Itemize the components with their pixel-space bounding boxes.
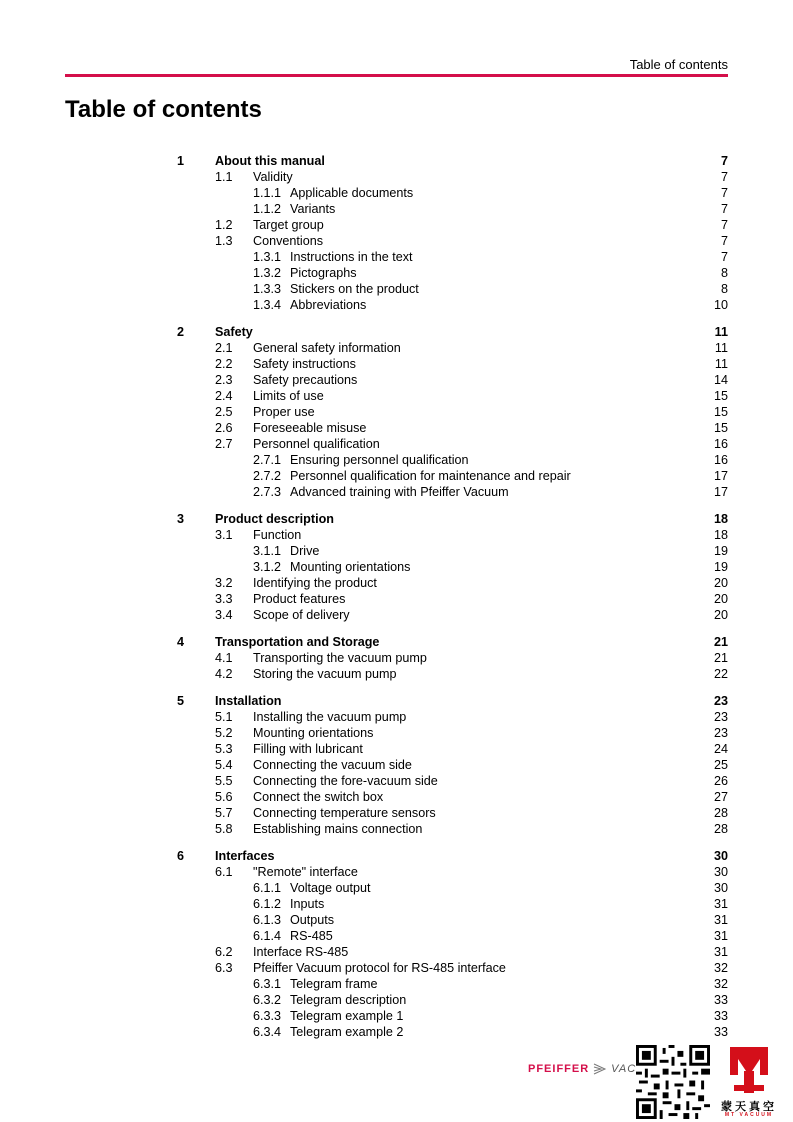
toc-entry-title: Personnel qualification for maintenance and repair [290, 469, 571, 483]
toc-entry-page: 23 [713, 726, 728, 740]
toc-entry-number: 3.1.1 [253, 544, 282, 558]
toc-entry-page: 30 [713, 865, 728, 879]
toc-entry-title: "Remote" interface [253, 865, 358, 879]
toc-entry-title: Transporting the vacuum pump [253, 651, 427, 665]
toc-entry-page: 7 [720, 154, 728, 168]
toc-section-entry[interactable] [177, 773, 728, 789]
page-title: Table of contents [65, 96, 262, 123]
toc-entry-number: 5.6 [215, 790, 233, 804]
toc-entry-title: Transportation and Storage [215, 635, 380, 649]
toc-entry-page: 21 [713, 635, 728, 649]
toc-entry-number: 2.7 [215, 437, 233, 451]
toc-entry-page: 31 [713, 929, 728, 943]
toc-entry-title: Product features [253, 592, 346, 606]
toc-section-entry[interactable] [177, 805, 728, 821]
toc-entry-number: 2.2 [215, 357, 233, 371]
toc-entry-number: 6 [177, 849, 185, 863]
toc-entry-number: 5.5 [215, 774, 233, 788]
vacuum-brand-text: VAC [611, 1063, 637, 1075]
toc-entry-page: 30 [713, 881, 728, 895]
toc-section-entry[interactable] [177, 233, 728, 249]
toc-subsection-entry[interactable] [177, 201, 728, 217]
toc-entry-number: 1.1 [215, 170, 233, 184]
toc-section-entry[interactable] [177, 757, 728, 773]
toc-subsection-entry[interactable] [177, 976, 728, 992]
toc-entry-title: Function [253, 528, 302, 542]
toc-section-entry[interactable] [177, 789, 728, 805]
toc-section-entry[interactable] [177, 741, 728, 757]
toc-section-entry[interactable] [177, 217, 728, 233]
toc-entry-page: 24 [713, 742, 728, 756]
toc-entry-number: 3 [177, 512, 185, 526]
toc-entry-number: 6.1.3 [253, 913, 282, 927]
toc-entry-title: Applicable documents [290, 186, 414, 200]
toc-entry-number: 1.3 [215, 234, 233, 248]
toc-entry-page: 32 [713, 961, 728, 975]
toc-entry-page: 7 [720, 234, 728, 248]
toc-entry-number: 5.2 [215, 726, 233, 740]
toc-subsection-entry[interactable] [177, 484, 728, 500]
toc-entry-title: Installation [215, 694, 282, 708]
toc-subsection-entry[interactable] [177, 912, 728, 928]
toc-entry-page: 33 [713, 1009, 728, 1023]
toc-entry-number: 1.3.2 [253, 266, 282, 280]
toc-entry-title: RS-485 [290, 929, 333, 943]
toc-entry-number: 1.2 [215, 218, 233, 232]
toc-chapter-entry[interactable] [177, 324, 728, 340]
toc-entry-number: 5.8 [215, 822, 233, 836]
toc-entry-title: Filling with lubricant [253, 742, 363, 756]
toc-entry-title: Pictographs [290, 266, 357, 280]
toc-entry-page: 21 [713, 651, 728, 665]
toc-entry-number: 3.4 [215, 608, 233, 622]
toc-entry-number: 4 [177, 635, 185, 649]
toc-entry-title: Establishing mains connection [253, 822, 423, 836]
toc-entry-page: 32 [713, 977, 728, 991]
toc-section-entry[interactable] [177, 666, 728, 682]
toc-entry-title: Advanced training with Pfeiffer Vacuum [290, 485, 509, 499]
toc-entry-page: 7 [720, 202, 728, 216]
table-of-contents [177, 153, 728, 1040]
toc-entry-number: 5 [177, 694, 185, 708]
toc-chapter-entry[interactable] [177, 634, 728, 650]
toc-entry-number: 6.1.1 [253, 881, 282, 895]
toc-entry-number: 3.1.2 [253, 560, 282, 574]
toc-entry-title: Telegram frame [290, 977, 378, 991]
toc-entry-page: 23 [713, 694, 728, 708]
toc-entry-title: Connecting the vacuum side [253, 758, 412, 772]
toc-entry-page: 22 [713, 667, 728, 681]
toc-section-entry[interactable] [177, 340, 728, 356]
toc-subsection-entry[interactable] [177, 185, 728, 201]
toc-entry-title: Telegram description [290, 993, 407, 1007]
mt-vacuum-chinese-name: 蒙天真空 [721, 1101, 777, 1113]
toc-subsection-entry[interactable] [177, 928, 728, 944]
toc-entry-number: 5.1 [215, 710, 233, 724]
toc-entry-title: Mounting orientations [253, 726, 374, 740]
toc-entry-page: 11 [714, 341, 728, 355]
toc-section-entry[interactable] [177, 591, 728, 607]
toc-entry-page: 17 [713, 485, 728, 499]
toc-entry-page: 11 [714, 357, 728, 371]
toc-entry-page: 15 [713, 405, 728, 419]
toc-subsection-entry[interactable] [177, 880, 728, 896]
toc-entry-title: Foreseeable misuse [253, 421, 367, 435]
toc-entry-page: 27 [713, 790, 728, 804]
toc-entry-title: Drive [290, 544, 320, 558]
toc-section-entry[interactable] [177, 436, 728, 452]
toc-section-entry[interactable] [177, 709, 728, 725]
toc-entry-page: 33 [713, 1025, 728, 1039]
toc-entry-page: 20 [713, 576, 728, 590]
toc-entry-page: 31 [713, 945, 728, 959]
toc-entry-page: 33 [713, 993, 728, 1007]
toc-entry-page: 15 [713, 389, 728, 403]
toc-entry-number: 5.7 [215, 806, 233, 820]
toc-entry-page: 20 [713, 608, 728, 622]
toc-entry-title: Personnel qualification [253, 437, 380, 451]
toc-subsection-entry[interactable] [177, 452, 728, 468]
toc-chapter-entry[interactable] [177, 693, 728, 709]
toc-subsection-entry[interactable] [177, 265, 728, 281]
toc-subsection-entry[interactable] [177, 543, 728, 559]
toc-entry-title: Mounting orientations [290, 560, 411, 574]
toc-entry-number: 2.6 [215, 421, 233, 435]
toc-entry-number: 3.3 [215, 592, 233, 606]
toc-entry-page: 30 [713, 849, 728, 863]
toc-entry-page: 10 [713, 298, 728, 312]
toc-entry-page: 15 [713, 421, 728, 435]
toc-entry-title: Interface RS-485 [253, 945, 349, 959]
toc-section-entry[interactable] [177, 650, 728, 666]
toc-entry-number: 1.1.1 [253, 186, 282, 200]
toc-entry-number: 1.1.2 [253, 202, 282, 216]
toc-entry-title: Variants [290, 202, 336, 216]
toc-section-entry[interactable] [177, 356, 728, 372]
toc-subsection-entry[interactable] [177, 559, 728, 575]
toc-chapter-entry[interactable] [177, 848, 728, 864]
toc-section-entry[interactable] [177, 420, 728, 436]
toc-entry-page: 20 [713, 592, 728, 606]
toc-entry-page: 31 [713, 897, 728, 911]
toc-subsection-entry[interactable] [177, 1008, 728, 1024]
toc-entry-title: Target group [253, 218, 324, 232]
toc-entry-number: 6.3.2 [253, 993, 282, 1007]
toc-subsection-entry[interactable] [177, 468, 728, 484]
toc-entry-number: 3.1 [215, 528, 233, 542]
toc-entry-page: 7 [720, 186, 728, 200]
toc-entry-page: 28 [713, 806, 728, 820]
toc-section-entry[interactable] [177, 821, 728, 837]
toc-entry-number: 6.1.4 [253, 929, 282, 943]
toc-entry-page: 28 [713, 822, 728, 836]
toc-entry-title: Connect the switch box [253, 790, 384, 804]
toc-entry-page: 14 [713, 373, 728, 387]
toc-entry-number: 2.1 [215, 341, 233, 355]
toc-entry-number: 2.3 [215, 373, 233, 387]
toc-entry-title: Validity [253, 170, 293, 184]
toc-entry-title: Product description [215, 512, 334, 526]
toc-entry-title: Pfeiffer Vacuum protocol for RS-485 interface [253, 961, 506, 975]
toc-entry-title: Voltage output [290, 881, 371, 895]
toc-entry-page: 17 [713, 469, 728, 483]
toc-section-entry[interactable] [177, 725, 728, 741]
toc-entry-page: 23 [713, 710, 728, 724]
toc-entry-number: 6.3.1 [253, 977, 282, 991]
toc-entry-title: Outputs [290, 913, 335, 927]
toc-entry-number: 2.4 [215, 389, 233, 403]
toc-section-entry[interactable] [177, 864, 728, 880]
toc-section-entry[interactable] [177, 169, 728, 185]
toc-entry-number: 2.5 [215, 405, 233, 419]
toc-entry-title: Identifying the product [253, 576, 377, 590]
toc-chapter-entry[interactable] [177, 153, 728, 169]
toc-entry-page: 11 [714, 325, 728, 339]
toc-entry-title: Telegram example 1 [290, 1009, 404, 1023]
toc-entry-number: 5.4 [215, 758, 233, 772]
toc-entry-number: 2.7.3 [253, 485, 282, 499]
toc-entry-page: 19 [713, 544, 728, 558]
toc-entry-page: 19 [713, 560, 728, 574]
toc-section-entry[interactable] [177, 388, 728, 404]
toc-entry-page: 7 [720, 218, 728, 232]
toc-entry-title: Installing the vacuum pump [253, 710, 407, 724]
toc-entry-title: Scope of delivery [253, 608, 350, 622]
toc-entry-page: 8 [720, 266, 728, 280]
toc-entry-title: Storing the vacuum pump [253, 667, 397, 681]
toc-entry-page: 25 [713, 758, 728, 772]
toc-entry-title: Abbreviations [290, 298, 367, 312]
toc-entry-page: 31 [713, 913, 728, 927]
toc-entry-title: Proper use [253, 405, 315, 419]
toc-entry-number: 6.1 [215, 865, 233, 879]
toc-entry-title: Connecting temperature sensors [253, 806, 436, 820]
toc-entry-number: 1.3.4 [253, 298, 282, 312]
toc-subsection-entry[interactable] [177, 896, 728, 912]
toc-section-entry[interactable] [177, 944, 728, 960]
toc-entry-title: Stickers on the product [290, 282, 419, 296]
toc-entry-page: 16 [713, 437, 728, 451]
pfeiffer-arrow-icon [593, 1062, 607, 1076]
toc-entry-title: About this manual [215, 154, 325, 168]
toc-entry-number: 1.3.1 [253, 250, 282, 264]
pfeiffer-brand-text: PFEIFFER [528, 1063, 590, 1075]
toc-entry-title: Telegram example 2 [290, 1025, 404, 1039]
toc-subsection-entry[interactable] [177, 281, 728, 297]
toc-section-entry[interactable] [177, 960, 728, 976]
toc-entry-number: 2 [177, 325, 185, 339]
toc-section-entry[interactable] [177, 575, 728, 591]
toc-entry-title: Limits of use [253, 389, 324, 403]
toc-subsection-entry[interactable] [177, 1024, 728, 1040]
toc-entry-title: Inputs [290, 897, 325, 911]
toc-subsection-entry[interactable] [177, 992, 728, 1008]
toc-chapter-entry[interactable] [177, 511, 728, 527]
toc-entry-number: 4.2 [215, 667, 233, 681]
toc-section-entry[interactable] [177, 607, 728, 623]
toc-entry-title: General safety information [253, 341, 401, 355]
toc-entry-number: 6.3.4 [253, 1025, 282, 1039]
toc-entry-title: Interfaces [215, 849, 275, 863]
toc-subsection-entry[interactable] [177, 297, 728, 313]
toc-entry-number: 2.7.2 [253, 469, 282, 483]
toc-entry-title: Conventions [253, 234, 324, 248]
toc-entry-page: 8 [720, 282, 728, 296]
toc-entry-number: 6.3.3 [253, 1009, 282, 1023]
toc-entry-number: 1.3.3 [253, 282, 282, 296]
toc-entry-page: 26 [713, 774, 728, 788]
toc-entry-number: 3.2 [215, 576, 233, 590]
toc-entry-title: Ensuring personnel qualification [290, 453, 469, 467]
toc-entry-page: 16 [713, 453, 728, 467]
toc-entry-number: 1 [177, 154, 185, 168]
toc-entry-title: Safety instructions [253, 357, 356, 371]
header-rule [65, 74, 728, 77]
toc-entry-number: 5.3 [215, 742, 233, 756]
toc-subsection-entry[interactable] [177, 249, 728, 265]
toc-entry-page: 18 [713, 528, 728, 542]
toc-entry-page: 7 [720, 170, 728, 184]
toc-entry-page: 7 [720, 250, 728, 264]
toc-entry-number: 6.1.2 [253, 897, 282, 911]
toc-entry-number: 4.1 [215, 651, 233, 665]
toc-entry-title: Safety precautions [253, 373, 358, 387]
toc-entry-title: Instructions in the text [290, 250, 413, 264]
toc-entry-number: 6.3 [215, 961, 233, 975]
toc-entry-title: Safety [215, 325, 253, 339]
toc-entry-title: Connecting the fore-vacuum side [253, 774, 438, 788]
pfeiffer-logo [528, 1062, 636, 1076]
toc-entry-page: 18 [713, 512, 728, 526]
toc-section-entry[interactable] [177, 404, 728, 420]
toc-entry-number: 2.7.1 [253, 453, 282, 467]
toc-entry-number: 6.2 [215, 945, 233, 959]
mt-vacuum-english-name: MT VACUUM [724, 1112, 774, 1118]
running-header: Table of contents [629, 57, 728, 72]
qr-code-icon [636, 1045, 710, 1119]
toc-section-entry[interactable] [177, 372, 728, 388]
toc-section-entry[interactable] [177, 527, 728, 543]
